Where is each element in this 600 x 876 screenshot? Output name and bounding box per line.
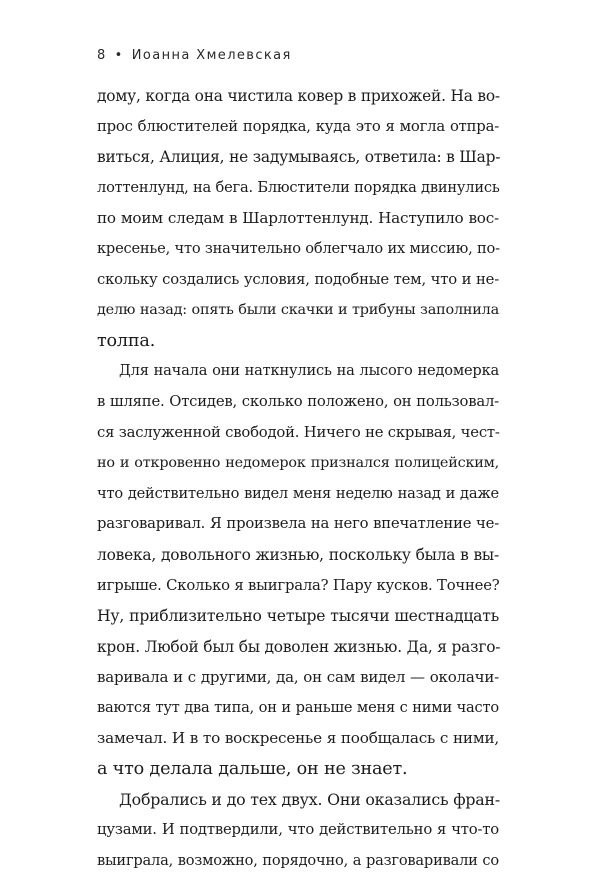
text-line: что действительно видел меня неделю назад и даже [97,484,499,502]
text-line: прос блюстителей порядка, куда это я могла отпра- [97,117,499,135]
text-line: ваются тут два типа, он и раньше меня с ними часто [97,698,499,716]
text-line: крон. Любой был бы доволен жизнью. Да, я разго- [97,637,501,656]
page-number: 8 [97,48,107,63]
body-text [97,81,499,876]
running-head [97,48,292,63]
text-line: делю назад: опять были скачки и трибуны заполнила [97,302,499,319]
text-line: замечал. И в то воскресенье я пообщалась с ними, [97,729,499,748]
header-separator: • [114,48,124,63]
text-line: по моим следам в Шарлоттенлунд. Наступило вос- [97,209,499,228]
text-line: в шляпе. Отсидев, сколько положено, он пользовал- [97,392,499,410]
text-line: разговаривал. Я произвела на него впечатление че- [97,515,499,533]
text-line: варивала и с другими, да, он сам видел — околачи- [97,668,499,687]
text-line: выиграла, возможно, порядочно, а разговаривали со [97,851,499,869]
text-line: а что делала дальше, он не знает. [97,759,408,780]
text-line: Ну, приблизительно четыре тысячи шестнадцать [97,607,499,626]
author-name: Иоанна Хмелевская [131,48,292,63]
text-line: толпа. [97,330,156,351]
text-line: Добрались и до тех двух. Они оказались фран- [119,789,500,809]
text-line: но и откровенно недомерок признался полицейским, [97,455,499,472]
text-line: виться, Алиция, не задумываясь, ответила: в Шар- [97,148,501,167]
text-line: дому, когда она чистила ковер в прихожей. На во- [97,87,500,105]
text-line: игрыше. Сколько я выиграла? Пару кусков. Точнее? [97,576,500,594]
text-line: кресенье, что значительно облегчало их миссию, по- [97,239,500,257]
text-line: ся заслуженной свободой. Ничего не скрывая, чест- [97,423,500,441]
text-line: скольку создались условия, подобные тем, что и не- [97,270,499,288]
text-line: ловека, довольного жизнью, поскольку была в вы- [97,545,499,564]
text-line: цузами. И подтвердили, что действительно я что-то [97,821,499,839]
text-line: лоттенлунд, на бега. Блюстители порядка двинулись [97,178,500,196]
text-line: Для начала они наткнулись на лысого недомерка [119,362,499,380]
